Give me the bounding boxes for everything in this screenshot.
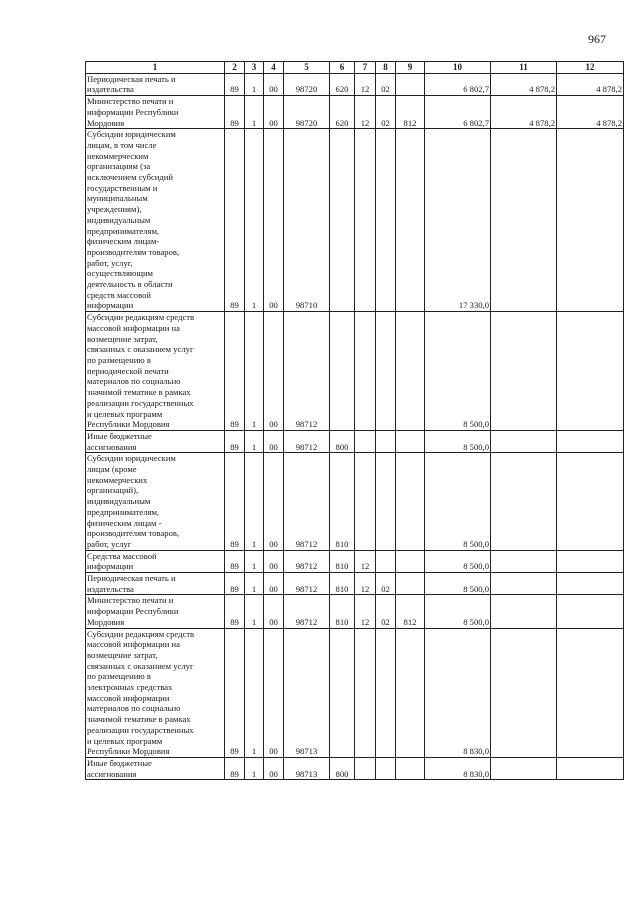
code-cell: 810	[330, 595, 355, 628]
code-cell: 12	[355, 595, 376, 628]
row-name-cell: Периодическая печать и издательства	[86, 573, 225, 595]
amount-cell: 4 878,2	[491, 73, 557, 95]
code-cell: 98712	[284, 595, 330, 628]
budget-table	[85, 61, 624, 780]
code-cell	[355, 628, 376, 757]
row-name-cell: Субсидии юридическим лицам, в том числе некоммерческим организациям (за исключением субсидий государственным и муниципальным учреждениям), индивидуальным предпринимателям, физическим лицам- производителям товаров, работ, услуг, осуществляющим деятельность в области средств массовой информации	[86, 129, 225, 312]
code-cell	[396, 430, 425, 452]
code-cell	[376, 312, 396, 431]
code-cell: 89	[225, 312, 245, 431]
code-cell: 810	[330, 453, 355, 550]
code-cell: 1	[245, 595, 264, 628]
amount-cell	[491, 758, 557, 780]
code-cell: 1	[245, 453, 264, 550]
amount-cell	[491, 129, 557, 312]
code-cell	[376, 129, 396, 312]
amount-cell	[491, 595, 557, 628]
code-cell: 620	[330, 73, 355, 95]
code-cell	[396, 758, 425, 780]
amount-cell: 4 878,2	[557, 73, 624, 95]
code-cell	[330, 628, 355, 757]
code-cell	[355, 312, 376, 431]
table-row	[86, 573, 624, 595]
amount-cell: 8 500,0	[425, 312, 491, 431]
amount-cell	[491, 312, 557, 431]
code-cell: 00	[264, 628, 284, 757]
table-row	[86, 312, 624, 431]
code-cell	[330, 129, 355, 312]
code-cell: 98720	[284, 96, 330, 129]
code-cell	[396, 453, 425, 550]
code-cell: 620	[330, 96, 355, 129]
code-cell: 12	[355, 573, 376, 595]
table-row	[86, 453, 624, 550]
code-cell: 89	[225, 96, 245, 129]
code-cell: 810	[330, 573, 355, 595]
code-cell: 1	[245, 758, 264, 780]
amount-cell	[557, 453, 624, 550]
code-cell: 02	[376, 595, 396, 628]
code-cell: 12	[355, 550, 376, 572]
code-cell: 89	[225, 573, 245, 595]
code-cell	[376, 550, 396, 572]
table-row	[86, 73, 624, 95]
column-header: 11	[491, 62, 557, 74]
column-header: 10	[425, 62, 491, 74]
code-cell: 89	[225, 430, 245, 452]
code-cell: 00	[264, 73, 284, 95]
row-name-cell: Иные бюджетные ассигнования	[86, 430, 225, 452]
table-row	[86, 430, 624, 452]
code-cell: 12	[355, 73, 376, 95]
code-cell: 812	[396, 96, 425, 129]
code-cell: 00	[264, 96, 284, 129]
code-cell	[396, 73, 425, 95]
code-cell: 1	[245, 628, 264, 757]
row-name-cell: Министерство печати и информации Республики Мордовия	[86, 96, 225, 129]
code-cell: 00	[264, 312, 284, 431]
code-cell: 1	[245, 129, 264, 312]
amount-cell: 6 802,7	[425, 73, 491, 95]
code-cell: 98712	[284, 453, 330, 550]
amount-cell	[557, 129, 624, 312]
amount-cell	[557, 758, 624, 780]
column-header: 12	[557, 62, 624, 74]
code-cell: 98712	[284, 430, 330, 452]
amount-cell	[557, 550, 624, 572]
table-row	[86, 96, 624, 129]
code-cell: 02	[376, 573, 396, 595]
code-cell: 12	[355, 96, 376, 129]
code-cell: 00	[264, 430, 284, 452]
amount-cell	[557, 430, 624, 452]
table-row	[86, 129, 624, 312]
amount-cell: 8 830,0	[425, 758, 491, 780]
amount-cell: 4 878,2	[491, 96, 557, 129]
row-name-cell: Иные бюджетные ассигнования	[86, 758, 225, 780]
amount-cell	[557, 628, 624, 757]
code-cell: 98712	[284, 573, 330, 595]
amount-cell	[491, 550, 557, 572]
column-header: 7	[355, 62, 376, 74]
code-cell: 89	[225, 550, 245, 572]
code-cell: 89	[225, 453, 245, 550]
code-cell: 00	[264, 573, 284, 595]
code-cell	[376, 758, 396, 780]
code-cell: 1	[245, 430, 264, 452]
row-name-cell: Министерство печати и информации Республики Мордовия	[86, 595, 225, 628]
code-cell: 812	[396, 595, 425, 628]
code-cell: 1	[245, 550, 264, 572]
header-row	[86, 62, 624, 74]
code-cell	[396, 312, 425, 431]
amount-cell: 4 878,2	[557, 96, 624, 129]
amount-cell: 17 330,0	[425, 129, 491, 312]
table-row	[86, 628, 624, 757]
amount-cell	[557, 312, 624, 431]
amount-cell: 8 830,0	[425, 628, 491, 757]
amount-cell: 8 500,0	[425, 550, 491, 572]
code-cell: 00	[264, 595, 284, 628]
code-cell: 1	[245, 312, 264, 431]
amount-cell	[491, 573, 557, 595]
row-name-cell: Средства массовой информации	[86, 550, 225, 572]
amount-cell	[491, 628, 557, 757]
code-cell	[396, 129, 425, 312]
code-cell: 00	[264, 550, 284, 572]
row-name-cell: Субсидии редакциям средств массовой информации на возмещение затрат, связанных с оказанием услуг по размещению в электронных средствах массовой информации материалов по социально значимой тематике в рамках реализации государственных и целевых программ Республики Мордовия	[86, 628, 225, 757]
code-cell	[396, 628, 425, 757]
code-cell: 00	[264, 453, 284, 550]
column-header: 6	[330, 62, 355, 74]
row-name-cell: Субсидии редакциям средств массовой информации на возмещение затрат, связанных с оказанием услуг по размещению в периодической печати материалов по социально значимой тематике в рамках реализации государственных и целевых программ Республики Мордовия	[86, 312, 225, 431]
code-cell: 02	[376, 96, 396, 129]
code-cell: 98713	[284, 758, 330, 780]
code-cell: 89	[225, 758, 245, 780]
code-cell	[396, 573, 425, 595]
amount-cell	[557, 573, 624, 595]
column-header: 4	[264, 62, 284, 74]
code-cell: 810	[330, 550, 355, 572]
table-row	[86, 550, 624, 572]
code-cell	[376, 430, 396, 452]
column-header: 2	[225, 62, 245, 74]
code-cell: 98713	[284, 628, 330, 757]
code-cell: 89	[225, 628, 245, 757]
code-cell: 00	[264, 758, 284, 780]
column-header: 9	[396, 62, 425, 74]
code-cell: 1	[245, 73, 264, 95]
code-cell: 98712	[284, 312, 330, 431]
row-name-cell: Периодическая печать и издательства	[86, 73, 225, 95]
code-cell: 98720	[284, 73, 330, 95]
column-header: 5	[284, 62, 330, 74]
code-cell	[396, 550, 425, 572]
amount-cell	[491, 453, 557, 550]
amount-cell: 8 500,0	[425, 453, 491, 550]
amount-cell: 6 802,7	[425, 96, 491, 129]
code-cell: 89	[225, 595, 245, 628]
code-cell: 98712	[284, 550, 330, 572]
code-cell: 02	[376, 73, 396, 95]
code-cell: 98710	[284, 129, 330, 312]
code-cell	[330, 312, 355, 431]
code-cell	[376, 628, 396, 757]
code-cell	[355, 129, 376, 312]
code-cell	[355, 758, 376, 780]
column-header: 1	[86, 62, 225, 74]
code-cell: 89	[225, 129, 245, 312]
code-cell: 1	[245, 573, 264, 595]
code-cell: 00	[264, 129, 284, 312]
table-row	[86, 595, 624, 628]
page-number: 967	[588, 32, 606, 46]
code-cell	[376, 453, 396, 550]
amount-cell	[557, 595, 624, 628]
amount-cell: 8 500,0	[425, 573, 491, 595]
column-header: 3	[245, 62, 264, 74]
column-header: 8	[376, 62, 396, 74]
code-cell: 800	[330, 430, 355, 452]
code-cell	[355, 453, 376, 550]
amount-cell: 8 500,0	[425, 595, 491, 628]
code-cell	[355, 430, 376, 452]
code-cell: 1	[245, 96, 264, 129]
amount-cell	[491, 430, 557, 452]
code-cell: 800	[330, 758, 355, 780]
code-cell: 89	[225, 73, 245, 95]
row-name-cell: Субсидии юридическим лицам (кроме некоммерческих организаций), индивидуальным предпринимателям, физическим лицам - производителям товаров, работ, услуг	[86, 453, 225, 550]
amount-cell: 8 500,0	[425, 430, 491, 452]
table-row	[86, 758, 624, 780]
